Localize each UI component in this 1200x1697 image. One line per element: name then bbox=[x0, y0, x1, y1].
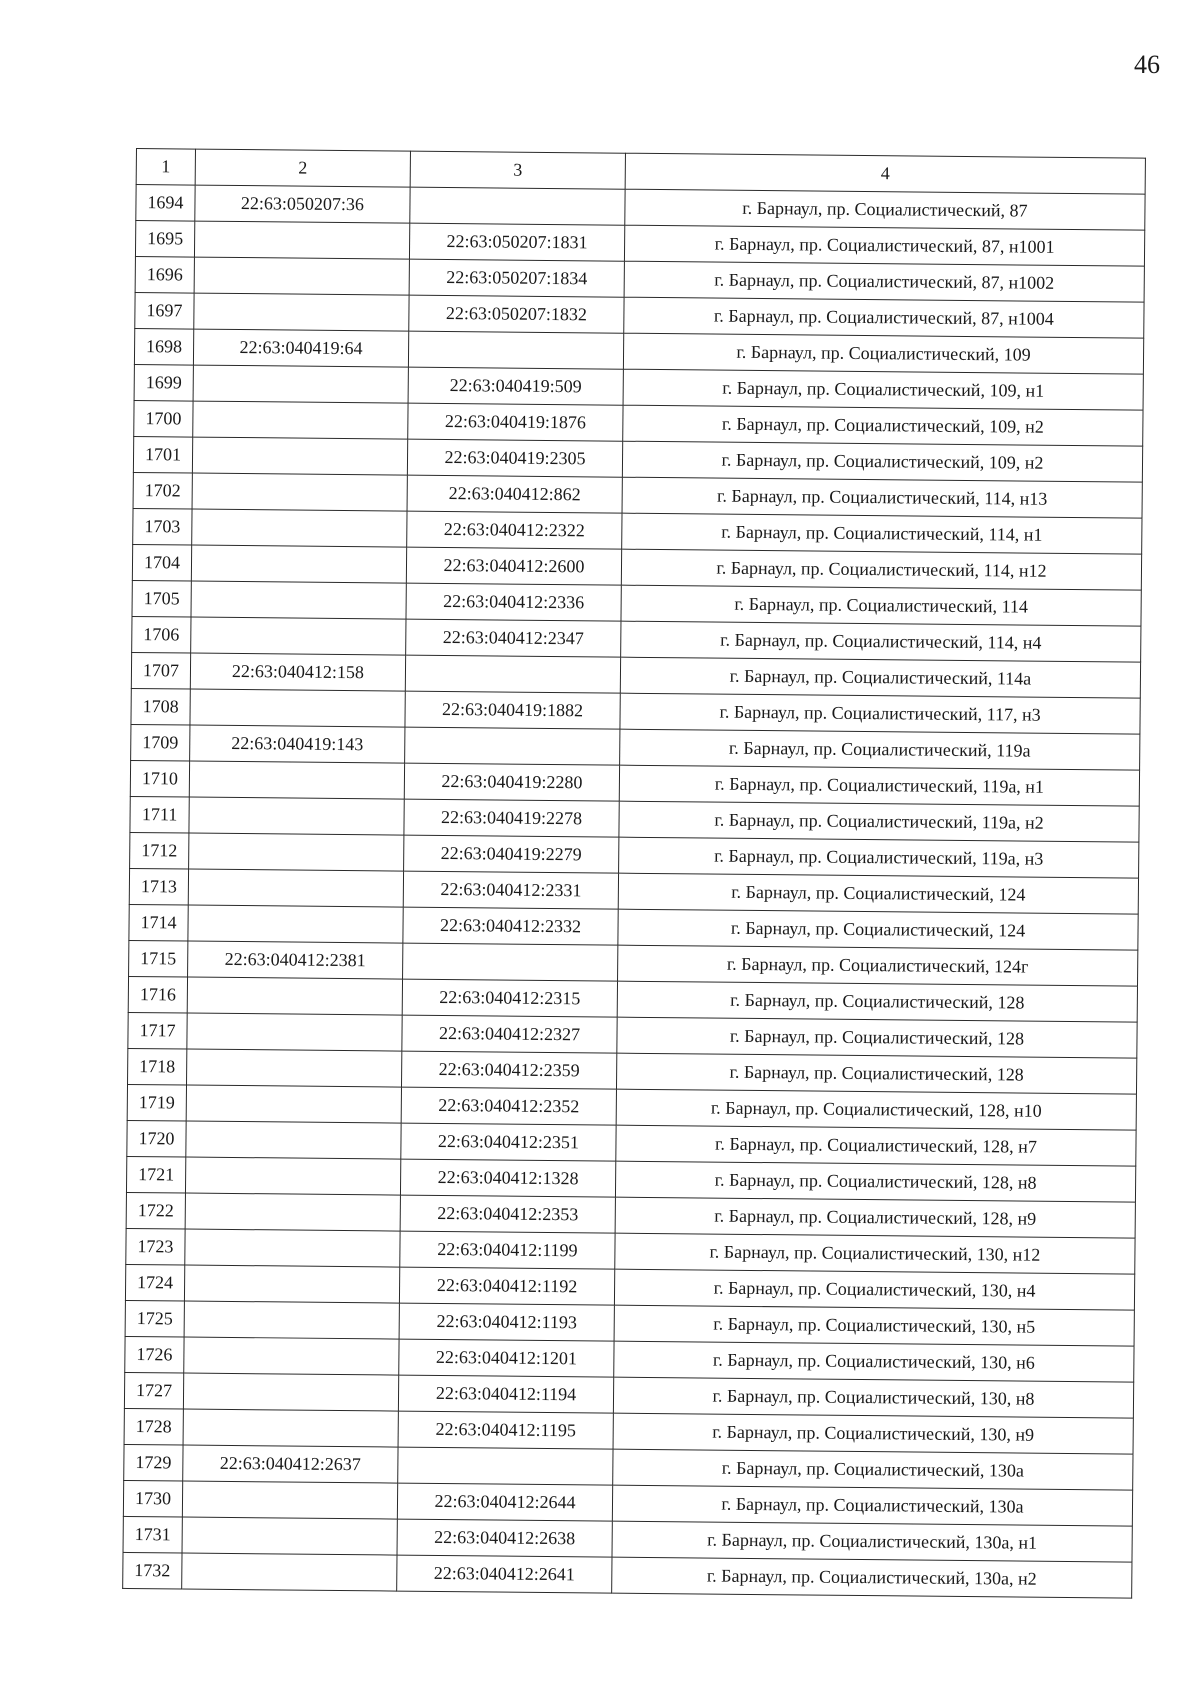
land-parcel-number-cell bbox=[193, 365, 408, 403]
object-number-cell: 22:63:050207:1834 bbox=[409, 259, 624, 297]
address-cell: г. Барнаул, пр. Социалистический, 114 bbox=[621, 585, 1141, 626]
address-cell: г. Барнаул, пр. Социалистический, 130, н5 bbox=[614, 1305, 1134, 1346]
object-number-cell: 22:63:040419:2279 bbox=[404, 835, 619, 873]
address-cell: г. Барнаул, пр. Социалистический, 117, н3 bbox=[620, 693, 1140, 734]
address-cell: г. Барнаул, пр. Социалистический, 124г bbox=[618, 945, 1138, 986]
object-number-cell: 22:63:040412:2327 bbox=[402, 1015, 617, 1053]
address-cell: г. Барнаул, пр. Социалистический, 87 bbox=[625, 189, 1145, 230]
row-number-cell: 1730 bbox=[123, 1480, 182, 1517]
land-parcel-number-cell bbox=[186, 1085, 401, 1123]
land-parcel-number-cell bbox=[184, 1265, 399, 1303]
row-number-cell: 1705 bbox=[132, 580, 191, 617]
row-number-cell: 1714 bbox=[129, 904, 188, 941]
row-number-cell: 1710 bbox=[130, 760, 189, 797]
address-cell: г. Барнаул, пр. Социалистический, 130, н4 bbox=[614, 1269, 1134, 1310]
object-number-cell: 22:63:040412:1201 bbox=[399, 1339, 614, 1377]
object-number-cell bbox=[403, 943, 618, 981]
row-number-cell: 1711 bbox=[130, 796, 189, 833]
row-number-cell: 1707 bbox=[131, 652, 190, 689]
object-number-cell: 22:63:040412:2336 bbox=[406, 583, 621, 621]
row-number-cell: 1718 bbox=[128, 1048, 187, 1085]
address-cell: г. Барнаул, пр. Социалистический, 109, н2 bbox=[623, 405, 1143, 446]
address-cell: г. Барнаул, пр. Социалистический, 87, н1002 bbox=[624, 261, 1144, 302]
object-number-cell: 22:63:040412:2600 bbox=[406, 547, 621, 585]
row-number-cell: 1709 bbox=[131, 724, 190, 761]
land-parcel-number-cell bbox=[183, 1373, 398, 1411]
row-number-cell: 1726 bbox=[125, 1336, 184, 1373]
row-number-cell: 1722 bbox=[126, 1192, 185, 1229]
land-parcel-number-cell: 22:63:040412:2637 bbox=[183, 1445, 398, 1483]
land-parcel-number-cell bbox=[183, 1409, 398, 1447]
land-parcel-number-cell bbox=[191, 545, 406, 583]
object-number-cell: 22:63:040412:1194 bbox=[398, 1375, 613, 1413]
land-parcel-number-cell: 22:63:040419:143 bbox=[190, 725, 405, 763]
object-number-cell: 22:63:040412:1328 bbox=[400, 1159, 615, 1197]
column-header-2: 2 bbox=[195, 149, 410, 187]
address-cell: г. Барнаул, пр. Социалистический, 130, н6 bbox=[614, 1341, 1134, 1382]
row-number-cell: 1717 bbox=[128, 1012, 187, 1049]
object-number-cell: 22:63:040412:1193 bbox=[399, 1303, 614, 1341]
land-parcel-number-cell: 22:63:040412:158 bbox=[190, 653, 405, 691]
address-cell: г. Барнаул, пр. Социалистический, 130а bbox=[612, 1485, 1132, 1526]
object-number-cell: 22:63:040419:509 bbox=[408, 367, 623, 405]
row-number-cell: 1715 bbox=[129, 940, 188, 977]
address-cell: г. Барнаул, пр. Социалистический, 87, н1004 bbox=[624, 297, 1144, 338]
address-cell: г. Барнаул, пр. Социалистический, 109, н2 bbox=[622, 441, 1142, 482]
land-parcel-number-cell bbox=[193, 401, 408, 439]
row-number-cell: 1703 bbox=[133, 508, 192, 545]
land-parcel-number-cell bbox=[182, 1481, 397, 1519]
object-number-cell: 22:63:040419:2278 bbox=[404, 799, 619, 837]
address-cell: г. Барнаул, пр. Социалистический, 119а bbox=[620, 729, 1140, 770]
land-parcel-number-cell bbox=[192, 473, 407, 511]
row-number-cell: 1725 bbox=[125, 1300, 184, 1337]
address-cell: г. Барнаул, пр. Социалистический, 128, н10 bbox=[616, 1089, 1136, 1130]
address-cell: г. Барнаул, пр. Социалистический, 114, н13 bbox=[622, 477, 1142, 518]
address-cell: г. Барнаул, пр. Социалистический, 128 bbox=[616, 1053, 1136, 1094]
object-number-cell bbox=[405, 727, 620, 765]
object-number-cell: 22:63:040419:1882 bbox=[405, 691, 620, 729]
row-number-cell: 1724 bbox=[125, 1264, 184, 1301]
land-parcel-number-cell bbox=[184, 1337, 399, 1375]
address-cell: г. Барнаул, пр. Социалистический, 119а, н1 bbox=[619, 765, 1139, 806]
object-number-cell bbox=[398, 1447, 613, 1485]
object-number-cell: 22:63:040412:2322 bbox=[407, 511, 622, 549]
object-number-cell: 22:63:040412:1192 bbox=[399, 1267, 614, 1305]
address-cell: г. Барнаул, пр. Социалистический, 128 bbox=[617, 981, 1137, 1022]
row-number-cell: 1704 bbox=[132, 544, 191, 581]
land-parcel-number-cell: 22:63:040412:2381 bbox=[188, 941, 403, 979]
page-number: 46 bbox=[1134, 50, 1160, 79]
land-parcel-number-cell: 22:63:050207:36 bbox=[195, 185, 410, 223]
row-number-cell: 1706 bbox=[132, 616, 191, 653]
address-cell: г. Барнаул, пр. Социалистический, 124 bbox=[618, 873, 1138, 914]
row-number-cell: 1702 bbox=[133, 472, 192, 509]
address-cell: г. Барнаул, пр. Социалистический, 130, н12 bbox=[615, 1233, 1135, 1274]
land-parcel-number-cell bbox=[187, 1049, 402, 1087]
object-number-cell: 22:63:040412:2331 bbox=[403, 871, 618, 909]
land-parcel-number-cell: 22:63:040419:64 bbox=[193, 329, 408, 367]
land-parcel-number-cell bbox=[185, 1229, 400, 1267]
column-header-4: 4 bbox=[625, 153, 1145, 194]
address-cell: г. Барнаул, пр. Социалистический, 114, н1 bbox=[622, 513, 1142, 554]
row-number-cell: 1712 bbox=[130, 832, 189, 869]
land-parcel-number-cell bbox=[188, 869, 403, 907]
land-parcel-number-cell bbox=[191, 617, 406, 655]
object-number-cell: 22:63:040412:2359 bbox=[401, 1051, 616, 1089]
address-cell: г. Барнаул, пр. Социалистический, 119а, н2 bbox=[619, 801, 1139, 842]
land-parcel-number-cell bbox=[192, 437, 407, 475]
object-number-cell: 22:63:040412:2638 bbox=[397, 1519, 612, 1557]
land-parcel-number-cell bbox=[189, 833, 404, 871]
object-number-cell: 22:63:040419:1876 bbox=[408, 403, 623, 441]
address-cell: г. Барнаул, пр. Социалистический, 130а, н2 bbox=[612, 1557, 1132, 1598]
row-number-cell: 1701 bbox=[133, 436, 192, 473]
column-header-3: 3 bbox=[410, 151, 625, 189]
object-number-cell: 22:63:040412:2351 bbox=[401, 1123, 616, 1161]
row-number-cell: 1731 bbox=[123, 1516, 182, 1553]
object-number-cell bbox=[405, 655, 620, 693]
object-number-cell bbox=[410, 187, 625, 225]
address-cell: г. Барнаул, пр. Социалистический, 128, н9 bbox=[615, 1197, 1135, 1238]
row-number-cell: 1700 bbox=[134, 400, 193, 437]
object-number-cell: 22:63:040412:2315 bbox=[402, 979, 617, 1017]
object-number-cell: 22:63:040412:1195 bbox=[398, 1411, 613, 1449]
land-parcel-number-cell bbox=[188, 905, 403, 943]
address-cell: г. Барнаул, пр. Социалистический, 119а, н3 bbox=[619, 837, 1139, 878]
address-cell: г. Барнаул, пр. Социалистический, 128, н7 bbox=[616, 1125, 1136, 1166]
row-number-cell: 1694 bbox=[136, 185, 195, 222]
row-number-cell: 1727 bbox=[124, 1372, 183, 1409]
row-number-cell: 1728 bbox=[124, 1408, 183, 1445]
land-parcel-number-cell bbox=[194, 293, 409, 331]
object-number-cell: 22:63:040412:2641 bbox=[397, 1555, 612, 1593]
land-parcel-number-cell bbox=[184, 1301, 399, 1339]
address-cell: г. Барнаул, пр. Социалистический, 124 bbox=[618, 909, 1138, 950]
address-cell: г. Барнаул, пр. Социалистический, 114, н12 bbox=[621, 549, 1141, 590]
address-cell: г. Барнаул, пр. Социалистический, 130а bbox=[613, 1449, 1133, 1490]
address-cell: г. Барнаул, пр. Социалистический, 130а, н1 bbox=[612, 1521, 1132, 1562]
land-parcel-number-cell bbox=[182, 1517, 397, 1555]
land-parcel-number-cell bbox=[187, 977, 402, 1015]
object-number-cell: 22:63:040412:2353 bbox=[400, 1195, 615, 1233]
object-number-cell: 22:63:050207:1832 bbox=[409, 295, 624, 333]
row-number-cell: 1720 bbox=[127, 1120, 186, 1157]
address-cell: г. Барнаул, пр. Социалистический, 128, н8 bbox=[615, 1161, 1135, 1202]
address-cell: г. Барнаул, пр. Социалистический, 114, н4 bbox=[621, 621, 1141, 662]
object-number-cell bbox=[408, 331, 623, 369]
object-number-cell: 22:63:040412:862 bbox=[407, 475, 622, 513]
row-number-cell: 1719 bbox=[127, 1084, 186, 1121]
address-cell: г. Барнаул, пр. Социалистический, 87, н1001 bbox=[624, 225, 1144, 266]
land-parcel-number-cell bbox=[194, 257, 409, 295]
row-number-cell: 1695 bbox=[135, 221, 194, 258]
row-number-cell: 1721 bbox=[126, 1156, 185, 1193]
land-parcel-number-cell bbox=[190, 689, 405, 727]
row-number-cell: 1697 bbox=[135, 292, 194, 329]
object-number-cell: 22:63:040412:2352 bbox=[401, 1087, 616, 1125]
object-number-cell: 22:63:040412:1199 bbox=[400, 1231, 615, 1269]
row-number-cell: 1729 bbox=[124, 1444, 183, 1481]
object-number-cell: 22:63:040412:2644 bbox=[397, 1483, 612, 1521]
land-parcel-number-cell bbox=[194, 221, 409, 259]
land-parcel-number-cell bbox=[186, 1121, 401, 1159]
address-cell: г. Барнаул, пр. Социалистический, 109, н1 bbox=[623, 369, 1143, 410]
object-number-cell: 22:63:040412:2347 bbox=[406, 619, 621, 657]
land-parcel-number-cell bbox=[185, 1193, 400, 1231]
column-header-1: 1 bbox=[136, 149, 195, 186]
address-cell: г. Барнаул, пр. Социалистический, 109 bbox=[623, 333, 1143, 374]
address-cell: г. Барнаул, пр. Социалистический, 130, н9 bbox=[613, 1413, 1133, 1454]
row-number-cell: 1732 bbox=[123, 1552, 182, 1589]
row-number-cell: 1708 bbox=[131, 688, 190, 725]
land-parcel-number-cell bbox=[189, 761, 404, 799]
land-parcel-number-cell bbox=[185, 1157, 400, 1195]
land-parcel-number-cell bbox=[191, 581, 406, 619]
row-number-cell: 1699 bbox=[134, 364, 193, 401]
row-number-cell: 1723 bbox=[126, 1228, 185, 1265]
row-number-cell: 1696 bbox=[135, 256, 194, 293]
land-parcel-number-cell bbox=[189, 797, 404, 835]
object-number-cell: 22:63:050207:1831 bbox=[409, 223, 624, 261]
object-number-cell: 22:63:040412:2332 bbox=[403, 907, 618, 945]
row-number-cell: 1713 bbox=[129, 868, 188, 905]
cadastral-table bbox=[122, 148, 1146, 1599]
land-parcel-number-cell bbox=[187, 1013, 402, 1051]
object-number-cell: 22:63:040419:2305 bbox=[407, 439, 622, 477]
row-number-cell: 1698 bbox=[134, 328, 193, 365]
object-number-cell: 22:63:040419:2280 bbox=[404, 763, 619, 801]
address-cell: г. Барнаул, пр. Социалистический, 128 bbox=[617, 1017, 1137, 1058]
address-cell: г. Барнаул, пр. Социалистический, 130, н8 bbox=[613, 1377, 1133, 1418]
land-parcel-number-cell bbox=[192, 509, 407, 547]
address-cell: г. Барнаул, пр. Социалистический, 114а bbox=[620, 657, 1140, 698]
land-parcel-number-cell bbox=[182, 1553, 397, 1591]
row-number-cell: 1716 bbox=[128, 976, 187, 1013]
